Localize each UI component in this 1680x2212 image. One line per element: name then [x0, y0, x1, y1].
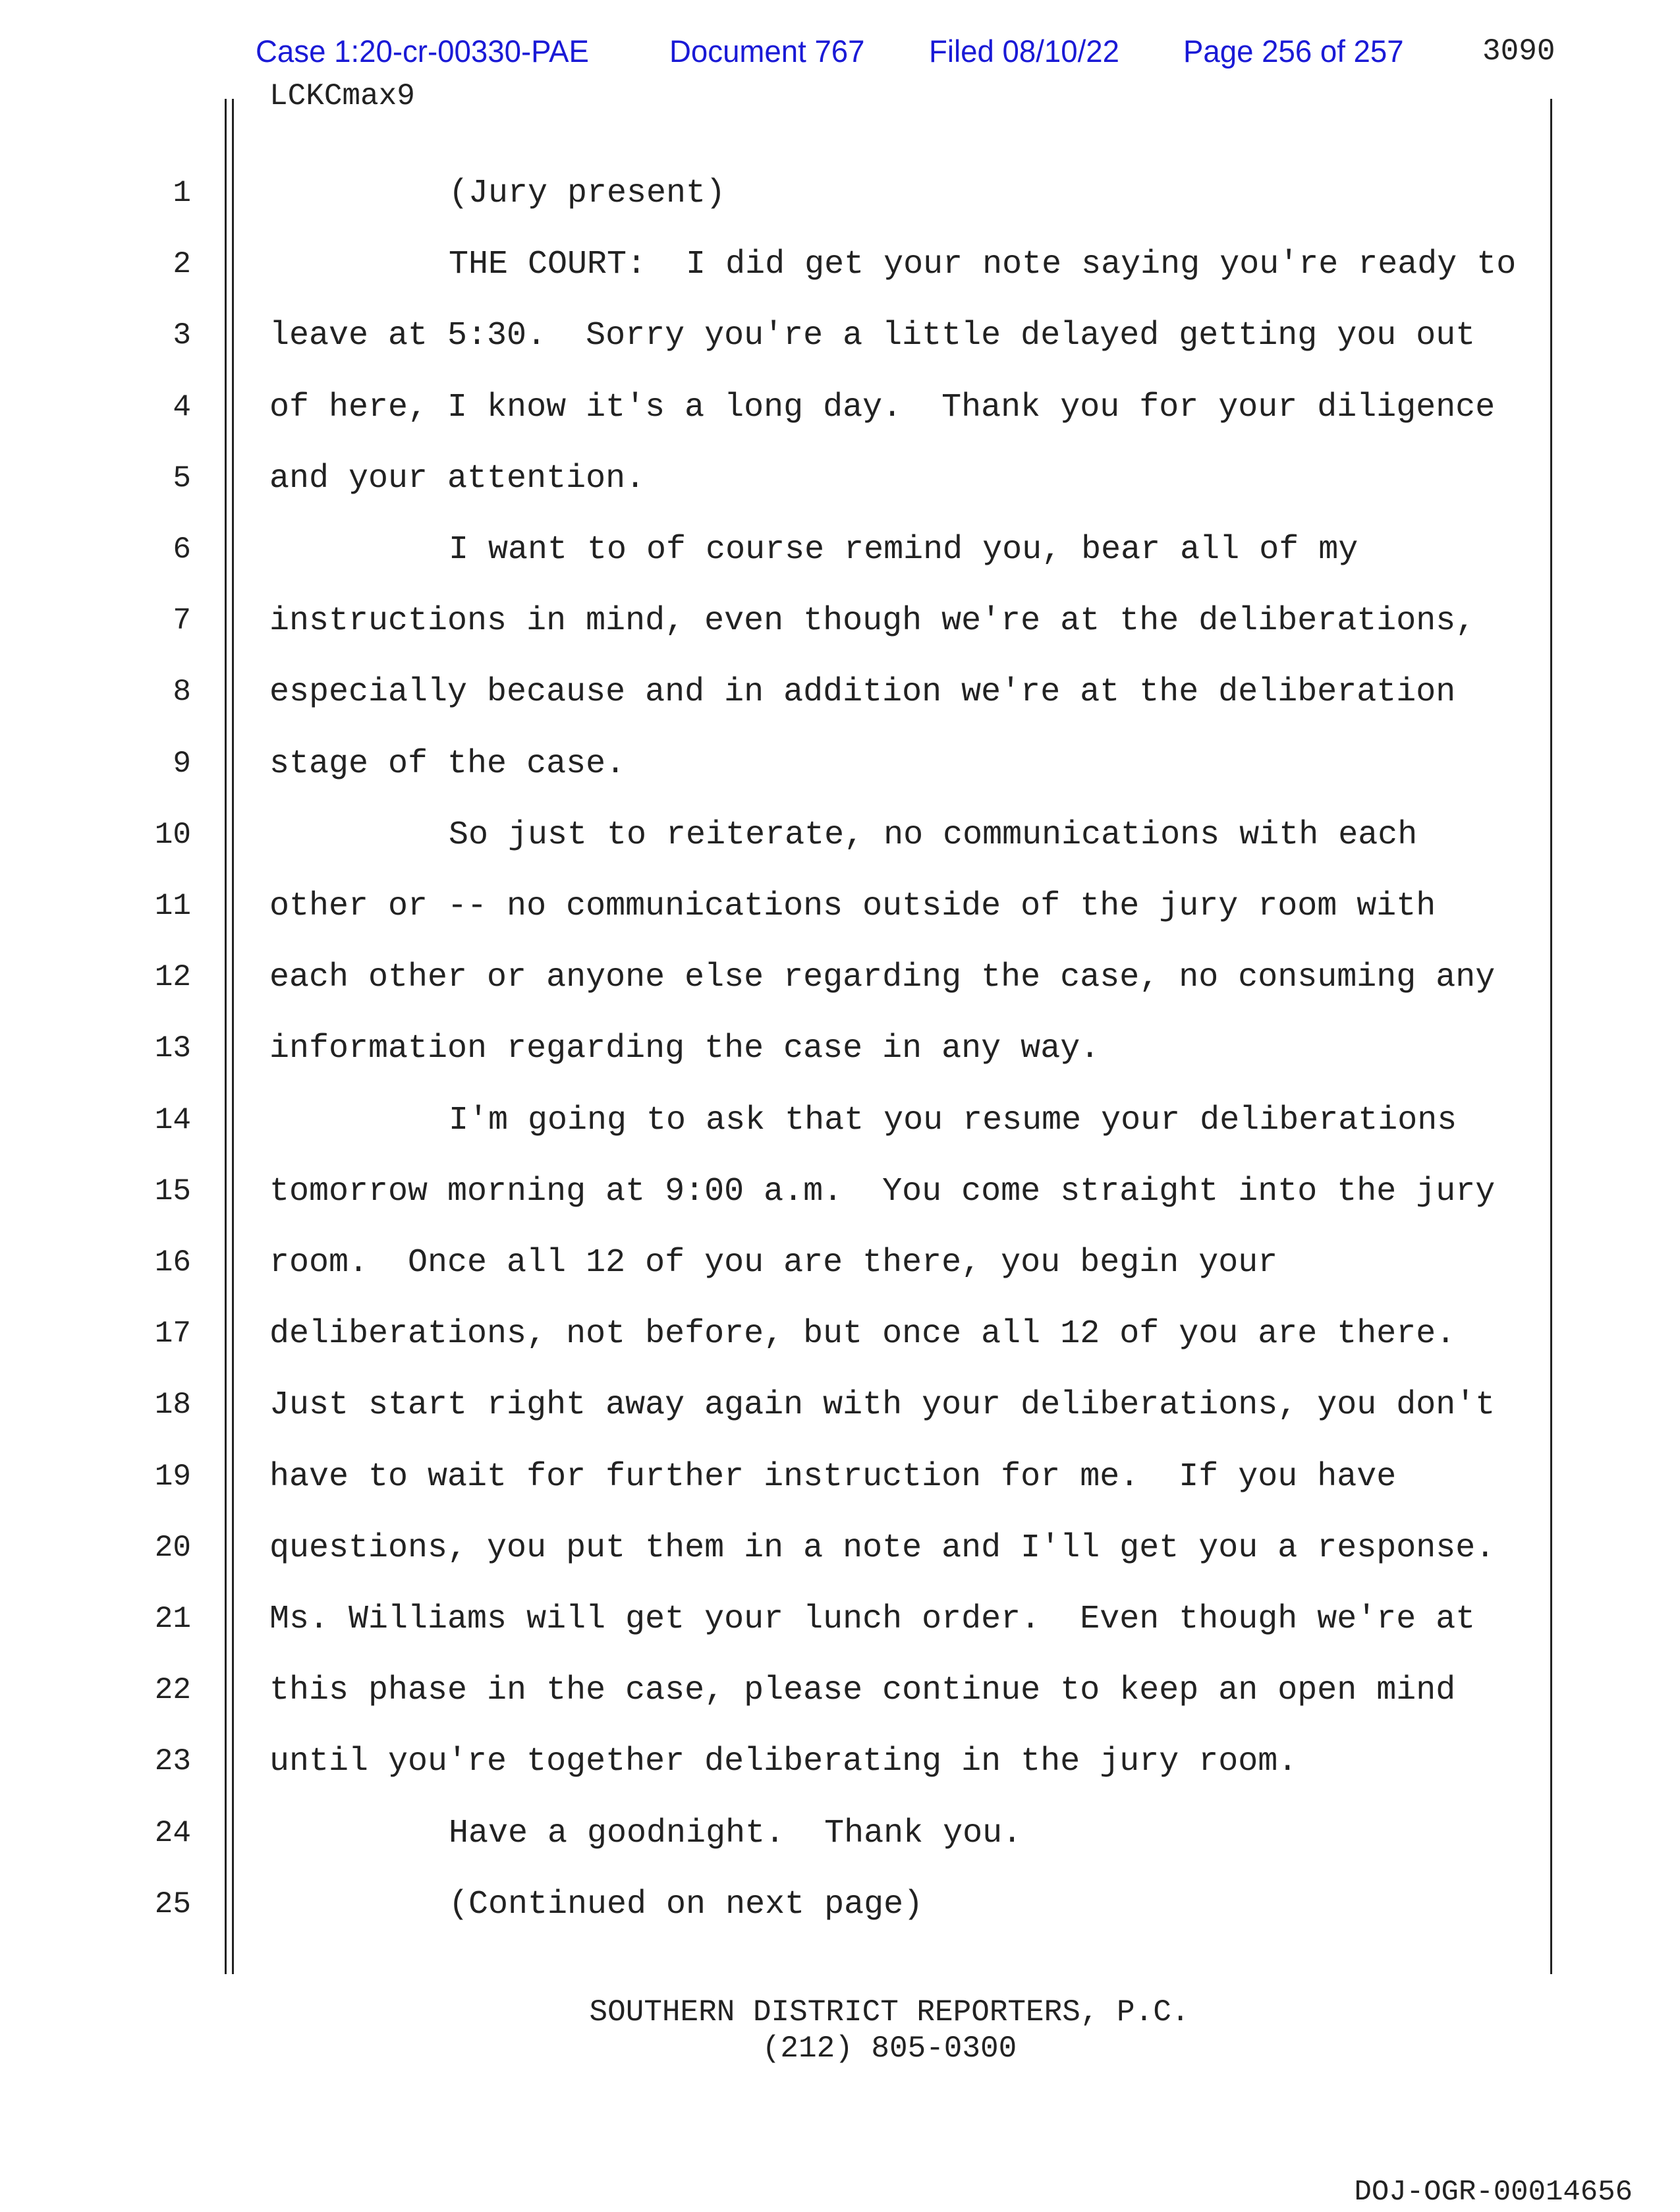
- transcript-line: (Continued on next page): [449, 1885, 924, 1923]
- left-margin-line-inner: [232, 99, 234, 1974]
- transcript-line: other or -- no communications outside of the jury room with: [269, 888, 1436, 925]
- document-number: Document 767: [669, 34, 865, 69]
- transcript-line: tomorrow morning at 9:00 a.m. You come straight into the jury: [269, 1172, 1496, 1210]
- transcript-line: leave at 5:30. Sorry you're a little delayed getting you out: [269, 317, 1476, 355]
- line-number: 25: [154, 1886, 191, 1921]
- line-number: 14: [154, 1102, 191, 1137]
- line-number: 2: [173, 247, 191, 282]
- transcript-line: room. Once all 12 of you are there, you begin your: [269, 1244, 1278, 1282]
- transcript-line: especially because and in addition we're at the deliberation: [269, 673, 1456, 712]
- transcript-line: Ms. Williams will get your lunch order. Even though we're at: [269, 1601, 1476, 1638]
- transcript-page-number: 3090: [1482, 34, 1555, 69]
- transcript-line: Just start right away again with your deliberations, you don't: [269, 1386, 1496, 1425]
- line-number: 12: [154, 960, 191, 995]
- left-margin-line-outer: [225, 99, 227, 1974]
- transcript-line: each other or anyone else regarding the case, no consuming any: [269, 959, 1496, 997]
- transcript-line: this phase in the case, please continue to keep an open mind: [269, 1672, 1456, 1710]
- transcript-line: Have a goodnight. Thank you.: [449, 1814, 1022, 1852]
- transcript-line: have to wait for further instruction for me. If you have: [269, 1458, 1397, 1496]
- transcript-line: deliberations, not before, but once all 12 of you are there.: [269, 1315, 1456, 1353]
- transcript-code: LCKCmax9: [269, 79, 415, 113]
- line-number: 15: [154, 1174, 191, 1208]
- transcript-line: instructions in mind, even though we're at the deliberations,: [269, 602, 1476, 640]
- case-number: Case 1:20-cr-00330-PAE: [256, 34, 589, 69]
- line-number: 3: [173, 318, 191, 353]
- transcript-line: stage of the case.: [269, 745, 626, 783]
- transcript-line: I want to of course remind you, bear all of my: [449, 531, 1358, 569]
- line-number: 13: [154, 1031, 191, 1066]
- line-number: 20: [154, 1530, 191, 1565]
- line-number: 18: [154, 1388, 191, 1423]
- line-number: 7: [173, 604, 191, 638]
- line-number: 19: [154, 1459, 191, 1494]
- bates-number: DOJ-OGR-00014656: [1354, 2176, 1633, 2209]
- line-number: 9: [173, 746, 191, 781]
- line-number: 16: [154, 1245, 191, 1280]
- transcript-line: until you're together deliberating in the jury room.: [269, 1743, 1298, 1781]
- line-number: 21: [154, 1602, 191, 1636]
- reporter-name: SOUTHERN DISTRICT REPORTERS, P.C.: [589, 1995, 1190, 2029]
- line-number: 22: [154, 1673, 191, 1708]
- line-number: 11: [154, 889, 191, 923]
- transcript-line: THE COURT: I did get your note saying you're ready to: [449, 246, 1517, 284]
- line-number: 4: [173, 389, 191, 424]
- transcript-line: So just to reiterate, no communications with each: [449, 816, 1418, 854]
- line-number: 6: [173, 532, 191, 567]
- transcript-line: of here, I know it's a long day. Thank you for your diligence: [269, 388, 1496, 426]
- transcript-line: (Jury present): [449, 175, 726, 212]
- line-number: 10: [154, 817, 191, 852]
- line-number: 1: [173, 176, 191, 210]
- transcript-line: questions, you put them in a note and I'll get you a response.: [269, 1529, 1496, 1567]
- line-number: 23: [154, 1744, 191, 1779]
- page-number: Page 256 of 257: [1183, 34, 1404, 69]
- transcript-line: information regarding the case in any way.: [269, 1030, 1100, 1068]
- transcript-line: I'm going to ask that you resume your deliberations: [449, 1101, 1457, 1139]
- line-number: 8: [173, 675, 191, 710]
- transcript-line: and your attention.: [269, 459, 646, 497]
- reporter-phone: (212) 805-0300: [762, 2031, 1017, 2066]
- filed-date: Filed 08/10/22: [929, 34, 1119, 69]
- line-number: 24: [154, 1815, 191, 1850]
- line-number: 5: [173, 461, 191, 496]
- right-margin-line: [1550, 99, 1552, 1974]
- line-number: 17: [154, 1317, 191, 1351]
